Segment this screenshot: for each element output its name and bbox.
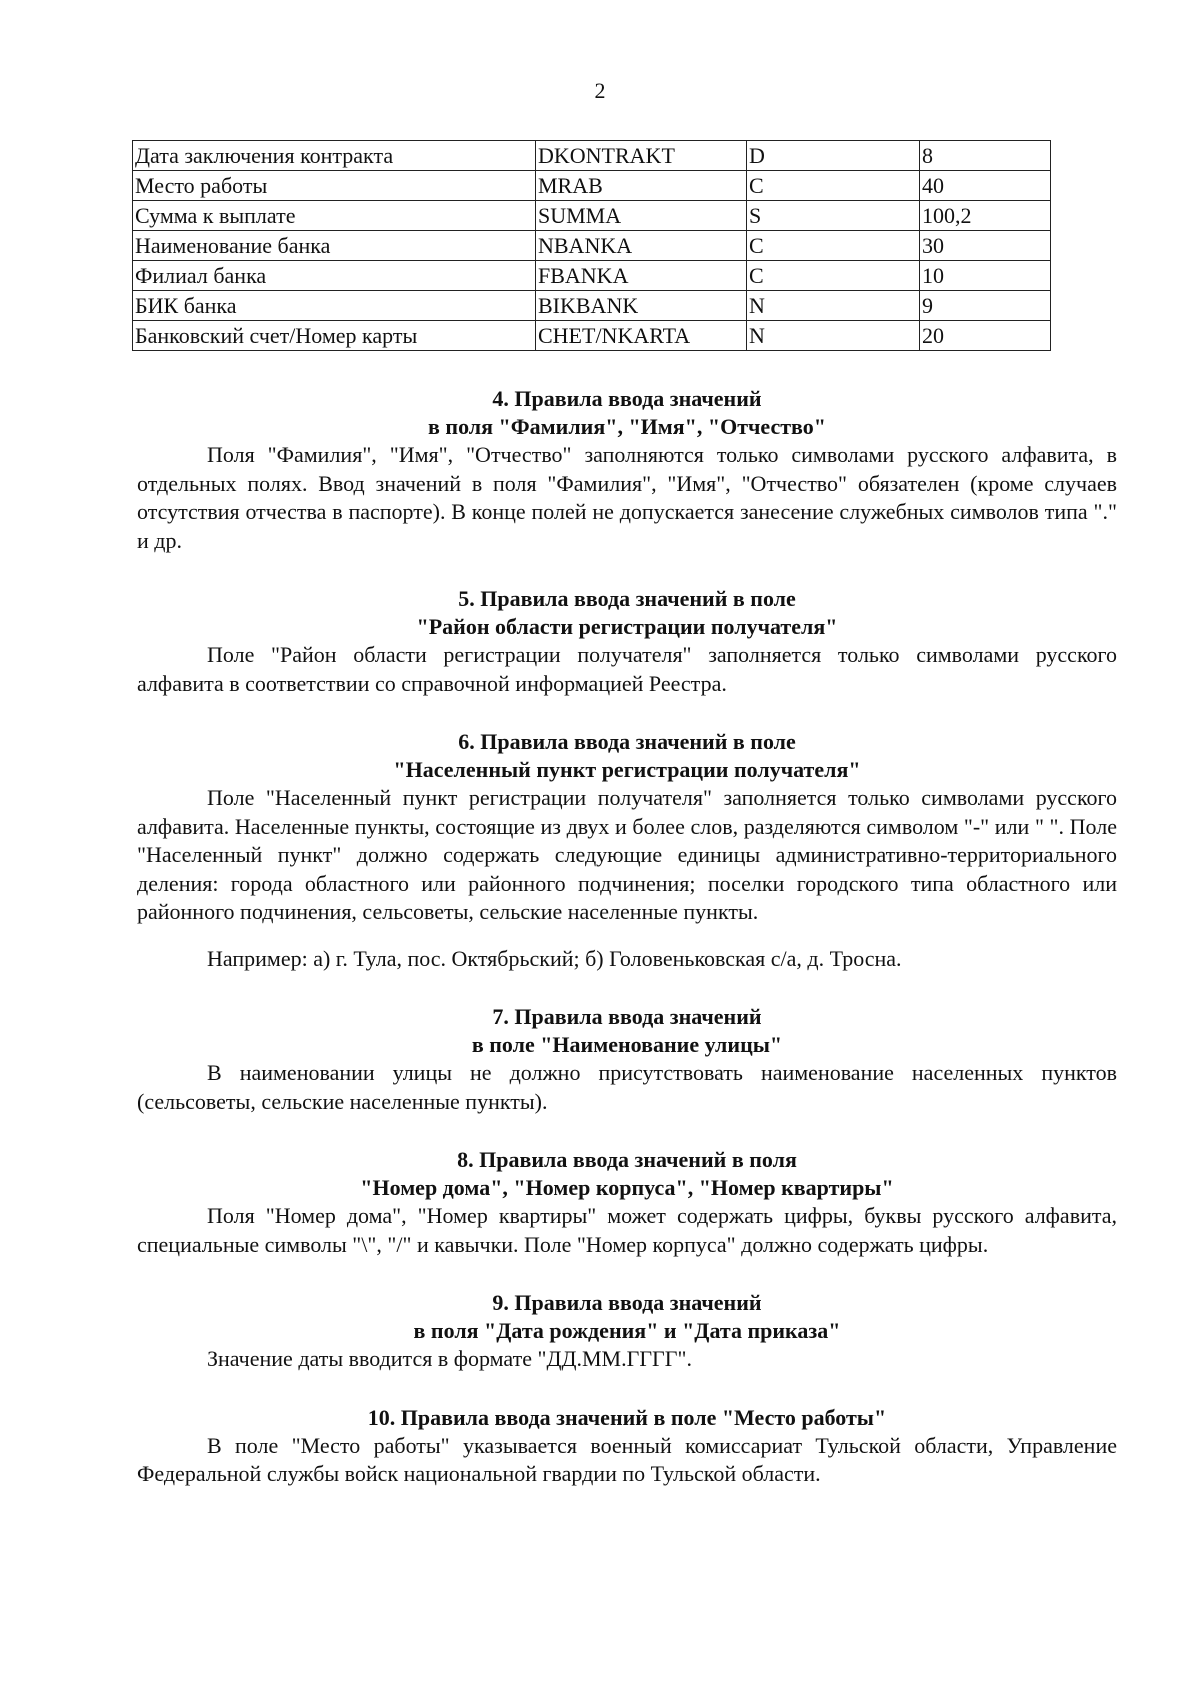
table-cell-field-code: BIKBANK bbox=[536, 291, 747, 321]
table-cell-field-code: NBANKA bbox=[536, 231, 747, 261]
section-heading-subtitle: "Населенный пункт регистрации получателя" bbox=[393, 757, 861, 782]
section-paragraph: В наименовании улицы не должно присутствовать наименование населенных пунктов (сельсоветы, сельские населенные пункты). bbox=[137, 1060, 1117, 1114]
table-row bbox=[133, 201, 1051, 231]
section-example: Например: а) г. Тула, пос. Октябрьский; б) Головеньковская с/а, д. Тросна. bbox=[207, 945, 902, 971]
table-cell-field-code: DKONTRAKT bbox=[536, 141, 747, 171]
table-row bbox=[133, 291, 1051, 321]
table-row bbox=[133, 141, 1051, 171]
section-paragraph: Поля "Номер дома", "Номер квартиры" может содержать цифры, буквы русского алфавита, специальные символы "\", "/" и кавычки. Поле "Номер корпуса" должно содержать цифры. bbox=[137, 1203, 1117, 1257]
section-8 bbox=[137, 1146, 1117, 1259]
table-cell-field-length: 30 bbox=[920, 231, 1051, 261]
section-heading-subtitle: "Район области регистрации получателя" bbox=[416, 614, 838, 639]
section-heading: 7. Правила ввода значений bbox=[492, 1004, 762, 1029]
section-4 bbox=[137, 385, 1117, 555]
table-cell-field-name: БИК банка bbox=[133, 291, 536, 321]
section-heading: 4. Правила ввода значений bbox=[492, 386, 762, 411]
section-heading-subtitle: в поле "Наименование улицы" bbox=[471, 1032, 783, 1057]
table-cell-field-length: 20 bbox=[920, 321, 1051, 351]
table-row bbox=[133, 231, 1051, 261]
section-paragraph: Поле "Населенный пункт регистрации получателя" заполняется только символами русского алфавита. Населенные пункты, состоящие из двух и более слов, разделяются символом "-" или " ". Поле "Населенный пункт" должно содержать следующие единицы административно-территориального деления: города областного или районного подчинения; поселки городского типа областного или районного подчинения, сельсоветы, сельские населенные пункты. bbox=[137, 785, 1117, 924]
table-cell-field-type: S bbox=[747, 201, 920, 231]
table-cell-field-type: C bbox=[747, 171, 920, 201]
fields-table bbox=[132, 140, 1051, 351]
section-heading-subtitle: в поля "Фамилия", "Имя", "Отчество" bbox=[428, 414, 826, 439]
table-cell-field-type: C bbox=[747, 231, 920, 261]
table-cell-field-code: CHET/NKARTA bbox=[536, 321, 747, 351]
section-heading: 8. Правила ввода значений в поля bbox=[457, 1147, 797, 1172]
table-cell-field-code: FBANKA bbox=[536, 261, 747, 291]
table-cell-field-length: 40 bbox=[920, 171, 1051, 201]
table-row bbox=[133, 321, 1051, 351]
table-row bbox=[133, 261, 1051, 291]
table-cell-field-name: Место работы bbox=[133, 171, 536, 201]
table-cell-field-type: N bbox=[747, 321, 920, 351]
table-cell-field-type: C bbox=[747, 261, 920, 291]
table-cell-field-code: MRAB bbox=[536, 171, 747, 201]
section-heading: 10. Правила ввода значений в поле "Место работы" bbox=[367, 1404, 887, 1430]
section-paragraph: Поле "Район области регистрации получателя" заполняется только символами русского алфавита в соответствии со справочной информацией Реестра. bbox=[137, 642, 1117, 696]
section-10 bbox=[137, 1404, 1117, 1489]
table-cell-field-name: Сумма к выплате bbox=[133, 201, 536, 231]
table-cell-field-name: Филиал банка bbox=[133, 261, 536, 291]
table-cell-field-type: D bbox=[747, 141, 920, 171]
document-body bbox=[137, 385, 1117, 1519]
section-7 bbox=[137, 1003, 1117, 1116]
table-cell-field-name: Банковский счет/Номер карты bbox=[133, 321, 536, 351]
table-cell-field-name: Наименование банка bbox=[133, 231, 536, 261]
table-row bbox=[133, 171, 1051, 201]
section-heading-subtitle: "Номер дома", "Номер корпуса", "Номер квартиры" bbox=[360, 1175, 894, 1200]
table-cell-field-code: SUMMA bbox=[536, 201, 747, 231]
section-paragraph: Поля "Фамилия", "Имя", "Отчество" заполняются только символами русского алфавита, в отдельных полях. Ввод значений в поля "Фамилия", "Имя", "Отчество" обязателен (кроме случаев отсутствия отчества в паспорте). В конце полей не допускается занесение служебных символов типа "." и др. bbox=[137, 442, 1117, 553]
table-cell-field-length: 10 bbox=[920, 261, 1051, 291]
section-paragraph: Значение даты вводится в формате "ДД.ММ.ГГГГ". bbox=[207, 1346, 692, 1371]
section-heading-subtitle: в поля "Дата рождения" и "Дата приказа" bbox=[413, 1318, 841, 1343]
section-heading: 6. Правила ввода значений в поле bbox=[458, 729, 796, 754]
table-cell-field-length: 100,2 bbox=[920, 201, 1051, 231]
table-cell-field-length: 9 bbox=[920, 291, 1051, 321]
table-cell-field-length: 8 bbox=[920, 141, 1051, 171]
table-cell-field-type: N bbox=[747, 291, 920, 321]
table-cell-field-name: Дата заключения контракта bbox=[133, 141, 536, 171]
section-9 bbox=[137, 1289, 1117, 1374]
section-heading: 9. Правила ввода значений bbox=[492, 1290, 762, 1315]
section-6 bbox=[137, 728, 1117, 973]
section-heading: 5. Правила ввода значений в поле bbox=[458, 586, 796, 611]
page-number: 2 bbox=[594, 78, 606, 103]
section-5 bbox=[137, 585, 1117, 698]
section-paragraph: В поле "Место работы" указывается военный комиссариат Тульской области, Управление Федеральной службы войск национальной гвардии по Тульской области. bbox=[137, 1432, 1117, 1486]
